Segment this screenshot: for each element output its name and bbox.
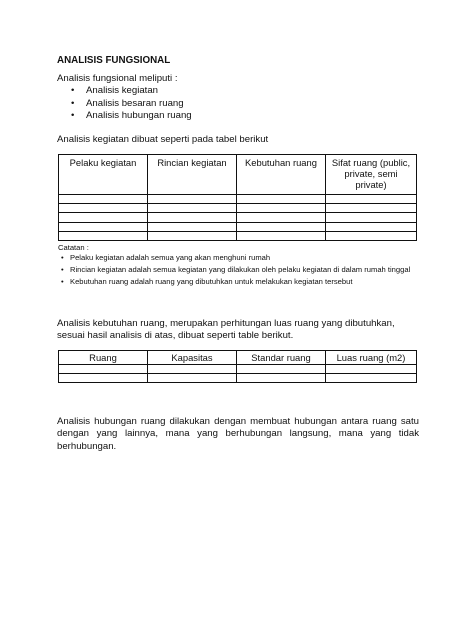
table-cell <box>326 231 417 240</box>
table-cell <box>59 222 148 231</box>
table-cell <box>148 231 237 240</box>
bullet-icon: • <box>61 253 64 262</box>
table-row <box>59 213 417 222</box>
column-header: Rincian kegiatan <box>148 155 237 195</box>
table-cell <box>59 364 148 373</box>
column-header: Sifat ruang (public, private, semi private) <box>326 155 417 195</box>
note-text: Pelaku kegiatan adalah semua yang akan menghuni rumah <box>70 253 271 262</box>
note-text: Rincian kegiatan adalah semua kegiatan yang dilakukan oleh pelaku kegiatan di dalam rumah tinggal <box>70 264 411 274</box>
table-cell <box>326 195 417 204</box>
table-cell <box>148 204 237 213</box>
bullet-icon: • <box>71 97 75 109</box>
table-cell <box>237 364 326 373</box>
column-header: Kebutuhan ruang <box>237 155 326 195</box>
table-row <box>59 364 417 373</box>
table-cell <box>326 222 417 231</box>
table-header-row <box>59 155 417 195</box>
table-row <box>59 373 417 382</box>
list-item <box>70 98 192 111</box>
list-item <box>70 110 192 123</box>
activity-table <box>58 154 417 241</box>
relationship-text: Analisis hubungan ruang dilakukan dengan membuat hubungan antara ruang satu dengan yang lainnya, mana yang berhubungan langsung, mana yang tidak berhubungan. <box>57 416 419 452</box>
notes-label: Catatan : <box>58 243 89 252</box>
table-row <box>59 231 417 240</box>
table-cell <box>326 373 417 382</box>
column-header: Ruang <box>59 351 148 365</box>
list-item <box>58 265 418 275</box>
list-item <box>70 85 192 98</box>
table-row <box>59 195 417 204</box>
table-cell <box>59 213 148 222</box>
table-cell <box>59 373 148 382</box>
table-row <box>59 222 417 231</box>
page-title: ANALISIS FUNGSIONAL <box>57 55 171 66</box>
table-row <box>59 204 417 213</box>
table-cell <box>326 213 417 222</box>
table-cell <box>59 204 148 213</box>
activity-intro: Analisis kegiatan dibuat seperti pada tabel berikut <box>57 134 269 145</box>
table-cell <box>148 195 237 204</box>
table-cell <box>148 373 237 382</box>
bullet-icon: • <box>71 85 75 96</box>
list-item <box>58 253 418 263</box>
list-item <box>58 277 418 287</box>
column-header: Standar ruang <box>237 351 326 365</box>
table-cell <box>148 222 237 231</box>
bullet-icon: • <box>71 110 75 122</box>
table-cell <box>59 231 148 240</box>
table-cell <box>237 204 326 213</box>
table-cell <box>148 213 237 222</box>
table-cell <box>237 373 326 382</box>
intro-text: Analisis fungsional meliputi : <box>57 73 178 84</box>
note-text: Kebutuhan ruang adalah ruang yang dibutuhkan untuk melakukan kegiatan tersebut <box>70 276 353 286</box>
table-cell <box>326 364 417 373</box>
table-cell <box>237 213 326 222</box>
notes-list <box>58 253 418 289</box>
space-table <box>58 350 417 383</box>
bullet-icon: • <box>61 276 64 286</box>
analysis-list <box>70 85 192 123</box>
column-header: Pelaku kegiatan <box>59 155 148 195</box>
list-item-text: Analisis hubungan ruang <box>86 110 192 122</box>
table-cell <box>237 195 326 204</box>
list-item-text: Analisis besaran ruang <box>86 97 184 109</box>
list-item-text: Analisis kegiatan <box>86 85 158 96</box>
table-cell <box>326 204 417 213</box>
table-cell <box>237 231 326 240</box>
table-cell <box>237 222 326 231</box>
table-header-row <box>59 351 417 365</box>
column-header: Luas ruang (m2) <box>326 351 417 365</box>
table-cell <box>148 364 237 373</box>
table-cell <box>59 195 148 204</box>
space-needs-intro: Analisis kebutuhan ruang, merupakan perhitungan luas ruang yang dibutuhkan, sesuai hasil analisis di atas, dibuat seperti table berikut. <box>57 318 395 342</box>
column-header: Kapasitas <box>148 351 237 365</box>
bullet-icon: • <box>61 264 64 274</box>
